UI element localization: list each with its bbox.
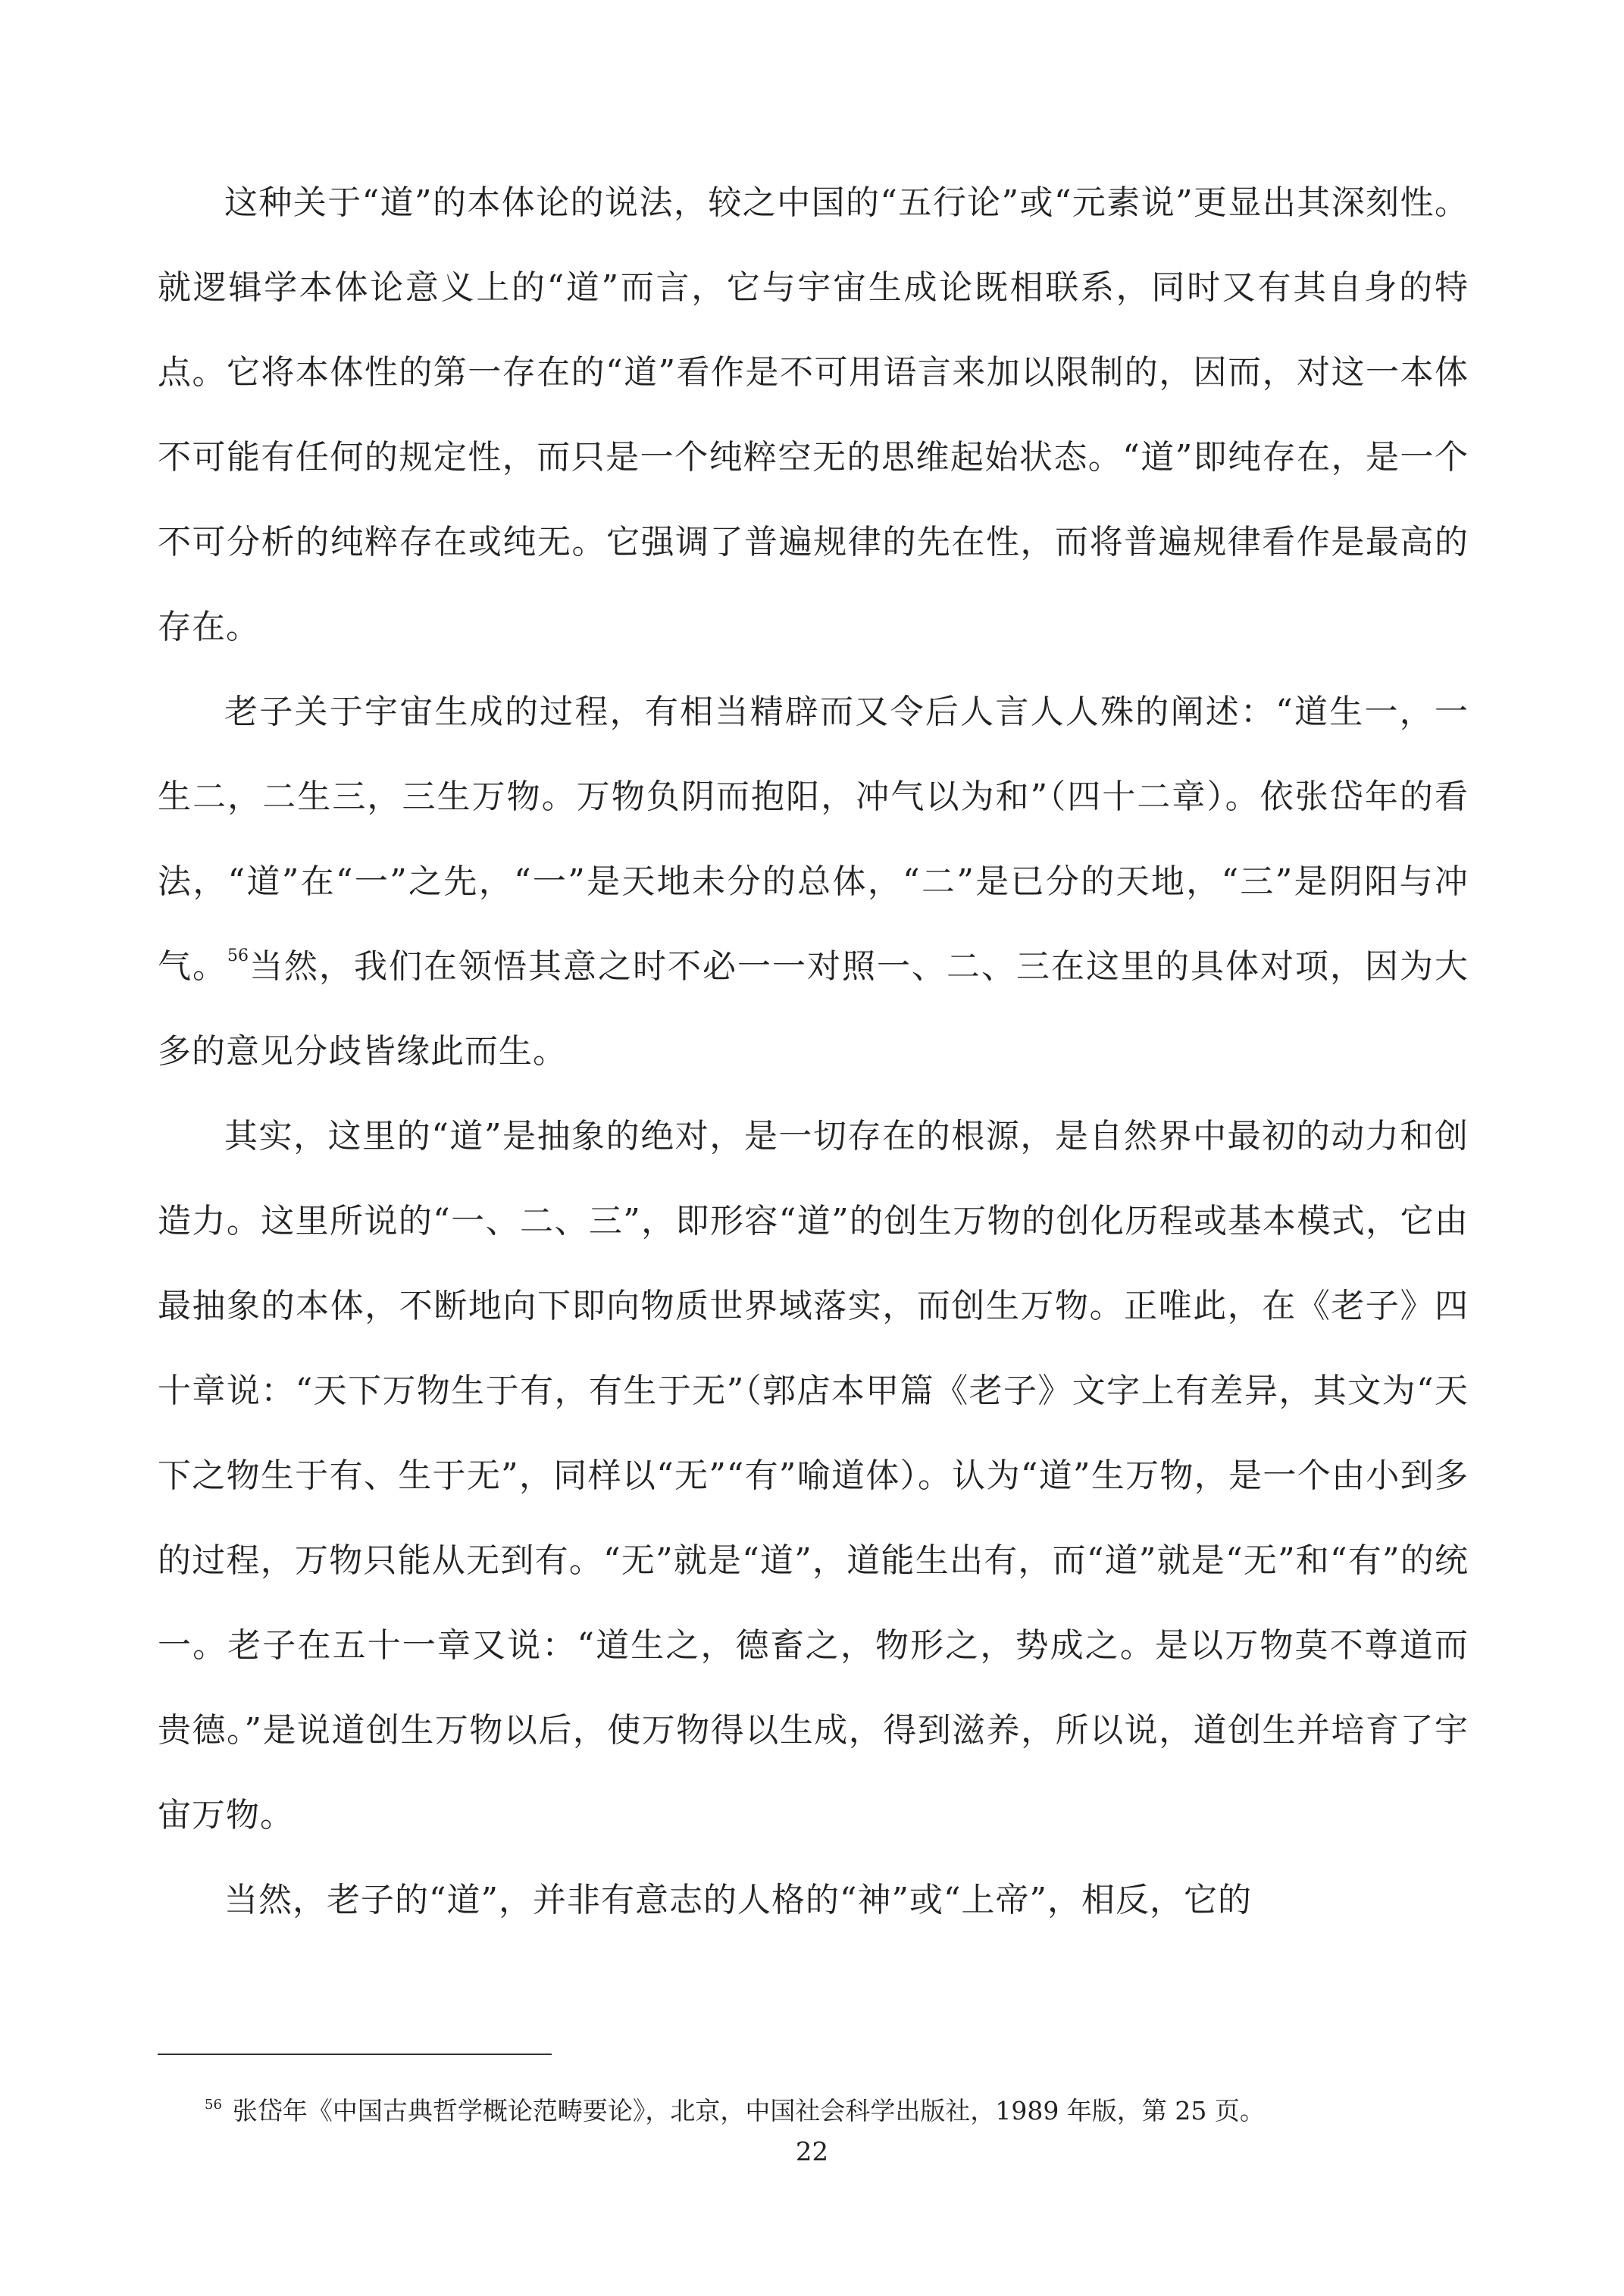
paragraph-2-text-after-ref: 当然，我们在领悟其意之时不必一一对照一、二、三在这里的具体对项，因为大多的意见分歧皆缘此而生。 xyxy=(158,947,1469,1071)
paragraph-3: 其实，这里的“道”是抽象的绝对，是一切存在的根源，是自然界中最初的动力和创造力。这里所说的“一、二、三”，即形容“道”的创生万物的创化历程或基本模式，它由最抽象的本体，不断地向下即向物质世界域落实，而创生万物。正唯此，在《老子》四十章说：“天下万物生于有，有生于无”（郭店本甲篇《老子》文字上有差异，其文为“天下之物生于有、生于无”，同样以“无”“有”喻道体）。认为“道”生万物，是一个由小到多的过程，万物只能从无到有。“无”就是“道”，道能生出有，而“道”就是“无”和“有”的统一。老子在五十一章又说：“道生之，德畜之，物形之，势成之。是以万物莫不尊道而贵德。”是说道创生万物以后，使万物得以生成，得到滋养，所以说，道创生并培育了宇宙万物。 xyxy=(158,1117,1469,1835)
body-text xyxy=(158,161,1469,1943)
paragraph-1: 这种关于“道”的本体论的说法，较之中国的“五行论”或“元素说”更显出其深刻性。就逻辑学本体论意义上的“道”而言，它与宇宙生成论既相联系，同时又有其自身的特点。它将本体性的第一存在的“道”看作是不可用语言来加以限制的，因而，对这一本体不可能有任何的规定性，而只是一个纯粹空无的思维起始状态。“道”即纯存在，是一个不可分析的纯粹存在或纯无。它强调了普遍规律的先在性，而将普遍规律看作是最高的存在。 xyxy=(158,183,1469,646)
page-number: 22 xyxy=(795,2137,829,2167)
paragraph-4: 当然，老子的“道”，并非有意志的人格的“神”或“上帝”，相反，它的 xyxy=(224,1881,1252,1919)
paragraph-2 xyxy=(158,670,1469,1094)
footnote-separator xyxy=(158,2054,552,2055)
footnote-text: 张岱年《中国古典哲学概论范畴要论》，北京，中国社会科学出版社，1989 年版，第 25 页。 xyxy=(232,2096,1265,2126)
footnote xyxy=(205,2088,1493,2128)
footnote-mark: 56 xyxy=(205,2097,222,2113)
footnote-reference[interactable]: 56 xyxy=(227,946,249,965)
paragraph-2-text-before-ref: 老子关于宇宙生成的过程，有相当精辟而又令后人言人人殊的阐述：“道生一，一生二，二生三，三生万物。万物负阴而抱阳，冲气以为和”（四十二章）。依张岱年的看法，“道”在“一”之先，“一”是天地未分的总体，“二”是已分的天地，“三”是阴阳与冲气。 xyxy=(158,693,1469,986)
